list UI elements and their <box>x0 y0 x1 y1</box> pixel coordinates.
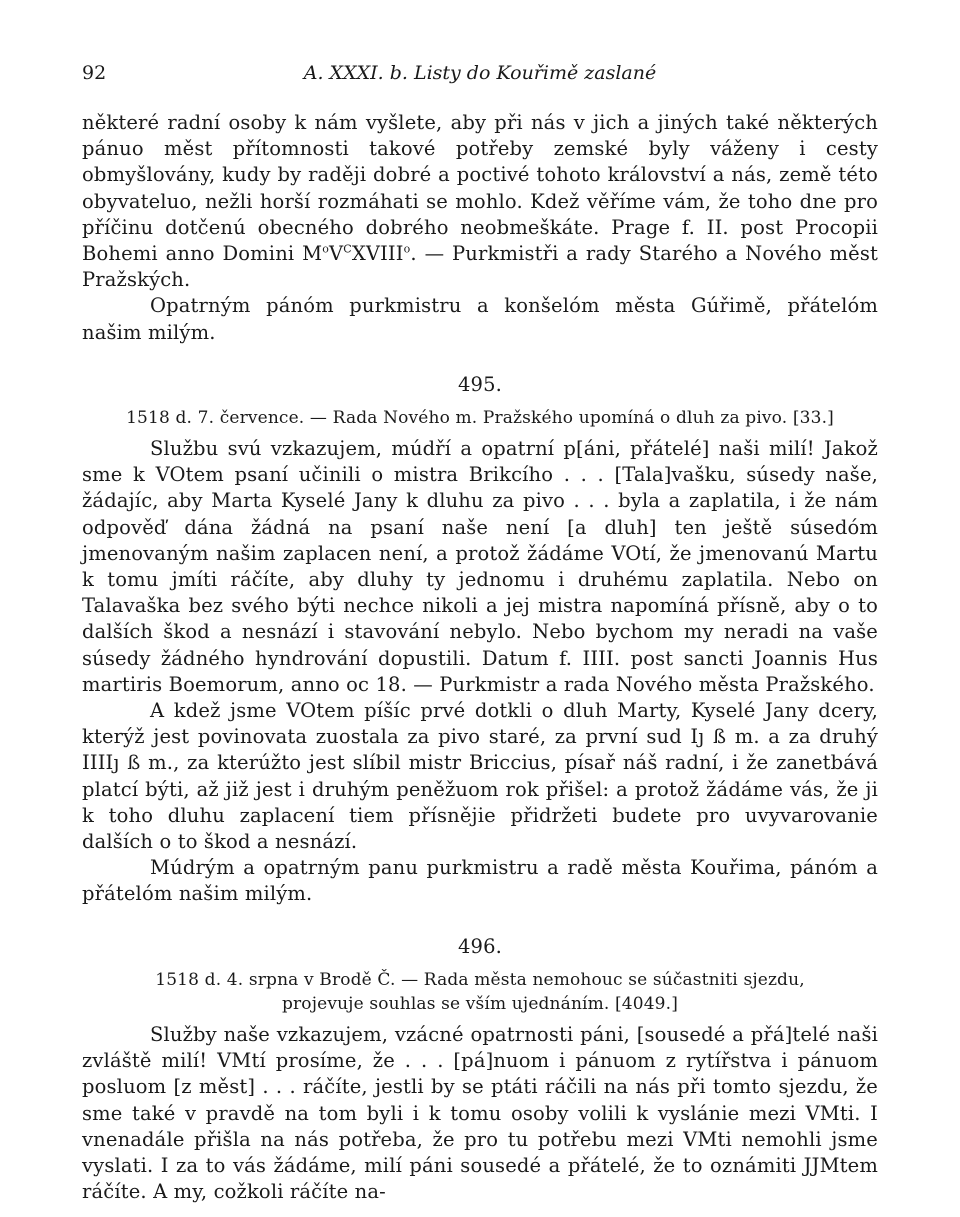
intro-signature: . — Purkmistři a rady Starého a Nového měst Pražských. <box>82 242 878 292</box>
letter-495-regest: 1518 d. 7. července. — Rada Nového m. Pražského upomíná o dluh za pivo. [33.] <box>126 408 834 429</box>
intro-address: Opatrným pánóm purkmistru a konšelóm města Gúřimě, přátelóm našim milým. <box>82 294 878 344</box>
letter-496-number: 496. <box>457 934 503 958</box>
date-sup-3: o <box>403 242 411 256</box>
date-sup-1: o <box>322 242 329 256</box>
page-number: 92 <box>82 62 107 84</box>
letter-495-address: Múdrým a opatrným panu purkmistru a radě města Kouřima, pánóm a přátelóm našim milým. <box>82 856 878 906</box>
letter-496-regest: 1518 d. 4. srpna v Brodě Č. — Rada města nemohouc se súčastniti sjezdu, projevuje souhlas se vším ujednáním. [4049.] <box>155 969 805 1014</box>
page-header <box>82 62 878 86</box>
running-title: A. XXXI. b. Listy do Kouřimě zaslané <box>303 62 657 84</box>
date-sup-2: C <box>343 242 352 256</box>
letter-495-paragraph-1: Službu svú vzkazujem, múdří a opatrní p[áni, přátelé] naši milí! Jakož sme k VOtem psaní učinili o mistra Brikcího . . . [Tala]vašku, súsedy naše, žádajíc, aby Marta Kyselé Jany k dluhu za pivo . . . byla a zaplatila, i že nám odpověď dána žádná na psaní naše není [a dluh] ten ještě súsedóm jmenovaným našim zaplacen není, a protož žádáme VOtí, že jmenovanú Martu k tomu jmíti ráčíte, aby dluhy ty jednomu i druhému zaplatila. Nebo on Talavaška bez svého býti nechce nikoli a jej mistra napomíná přísně, aby o to dalších škod a nesnází i stavování nebylo. Nebo bychom my neradi na vaše súsedy žádného hyndrování dopustili. Datum f. IIII. post sancti Joannis Hus martiris Boemorum, anno oc 18. — Purkmistr a rada Nového města Pražského. <box>82 437 878 696</box>
intro-paragraph <box>82 110 878 293</box>
date-mid: V <box>329 242 344 266</box>
intro-text: některé radní osoby k nám vyšlete, aby při nás v jich a jiných také některých pánuo měst přítomnosti takové potřeby zemské byly váženy i cesty obmyšlovány, kudy by raději dobré a poctivé tohoto království a nás, země této obyvateluo, nežli horší rozmáhati se mohlo. Kdež věříme vám, že toho dne pro příčinu dotčenú obecného dobrého neobmeškáte. Prage f. II. post Procopii Bohemi anno Domini M <box>82 111 878 266</box>
letter-495-paragraph-2: A kdež jsme VOtem píšíc prvé dotkli o dluh Marty, Kyselé Jany dcery, kterýž jest povinovata zuostala za pivo staré, za první sud Iȷ ß m. a za druhý IIIIȷ ß m., za kterúžto jest slíbil mistr Briccius, písař náš radní, i že zanetbává platcí býti, až již jest i druhým peněžuom rok přišel: a protož žádáme vás, že ji k toho dluhu zaplacení tiem přísněјie přidržeti budete pro uvyvarovanie dalších o to škod a nesnází. <box>82 699 878 854</box>
page-body <box>82 110 878 1205</box>
date-tail: XVIII <box>351 242 404 266</box>
letter-496-paragraph-1: Služby naše vzkazujem, vzácné opatrnosti páni, [sousedé a přá]telé naši zvláště milí! VMtí prosíme, že . . . [pá]nuom i pánuom z rytířstva i pánuom posluom [z měst] . . . ráčíte, jestli by se ptáti ráčili na nás při tomto sjezdu, že sme také v pravdě na tom byli i k tomu osoby volili k vyslánie mezi VMti. I vnenadále přišla na nás potřeba, že pro tu potřebu mezi VMti nemohli jsme vyslati. I za to vás žádáme, milí páni sousedé a přátelé, že to oznámiti JJMtem ráčíte. A my, cožkoli ráčíte na- <box>82 1022 878 1204</box>
letter-495-number: 495. <box>457 372 503 396</box>
